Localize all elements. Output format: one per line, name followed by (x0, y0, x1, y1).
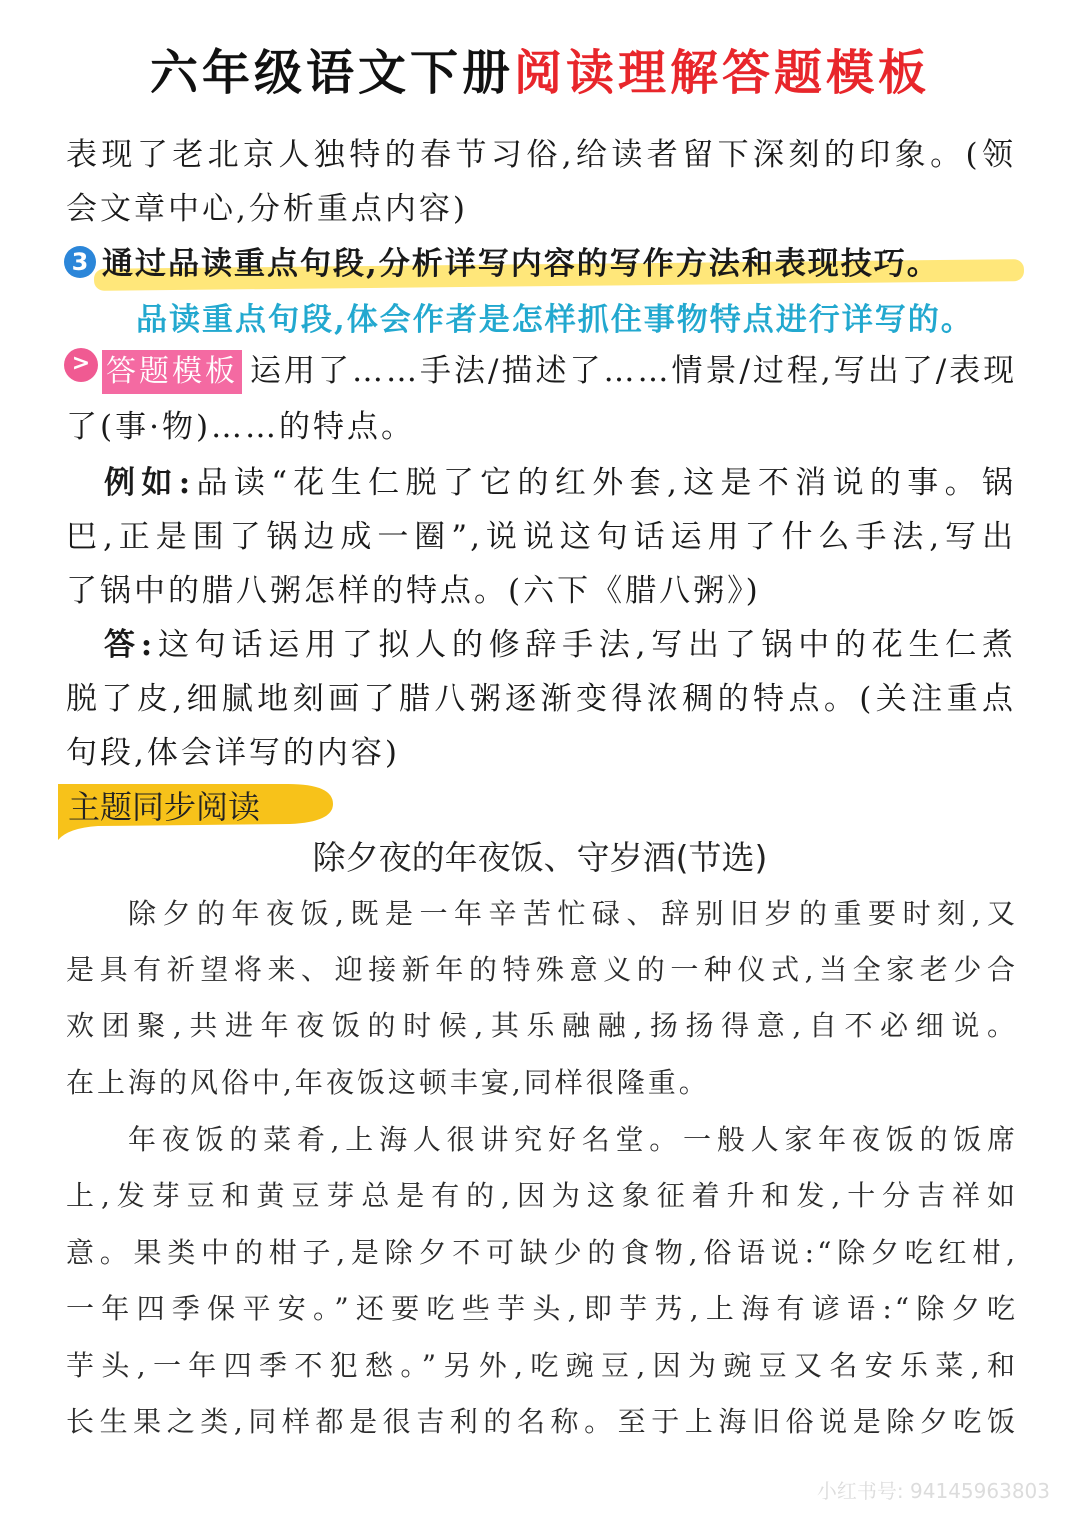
article-line: 上,发芽豆和黄豆芽总是有的,因为这象征着升和发,十分吉祥如 (66, 1179, 1018, 1212)
article-line: 一年四季保平安。”还要吃些芋头,即芋艿,上海有谚语:“除夕吃 (66, 1292, 1018, 1325)
article-title: 除夕夜的年夜饭、守岁酒(节选) (312, 838, 768, 877)
section-3-subheading: 品读重点句段,体会作者是怎样抓住事物特点进行详写的。 (136, 302, 974, 338)
example-line-2: 巴,正是围了锅边成一圈”,说说这句话运用了什么手法,写出 (66, 519, 1016, 555)
article-line: 意。果类中的柑子,是除夕不可缺少的食物,俗语说:“除夕吃红柑, (66, 1236, 1018, 1269)
answer-line-2: 脱了皮,细腻地刻画了腊八粥逐渐变得浓稠的特点。(关注重点 (66, 681, 1016, 717)
example-line-3: 了锅中的腊八粥怎样的特点。(六下《腊八粥》) (66, 573, 761, 609)
article-line: 是具有祈望将来、迎接新年的特殊意义的一种仪式,当全家老少合 (66, 953, 1018, 986)
answer-template-badge: 答题模板 (102, 350, 242, 394)
section-number-badge: 3 (64, 246, 96, 278)
section-3-title: 通过品读重点句段,分析详写内容的写作方法和表现技巧。 (102, 246, 940, 282)
article-line: 欢团聚,共进年夜饭的时候,其乐融融,扬扬得意,自不必细说。 (66, 1009, 1018, 1042)
article-line: 年夜饭的菜肴,上海人很讲究好名堂。一般人家年夜饭的饭席 (128, 1123, 1018, 1156)
watermark-text: 小红书号: 94145963803 (816, 1479, 1050, 1503)
section-3-heading (64, 240, 1024, 290)
answer-label: 答: (104, 627, 156, 663)
title-part-black: 六年级语文下册 (149, 45, 514, 101)
theme-banner-label: 主题同步阅读 (68, 788, 261, 826)
answer-line-3: 句段,体会详写的内容) (66, 735, 400, 771)
template-line-1: 运用了……手法/描述了……情景/过程,写出了/表现 (250, 353, 1018, 389)
intro-line-2: 会文章中心,分析重点内容) (66, 191, 468, 227)
page-title (0, 38, 1080, 108)
example-line-1 (104, 456, 1016, 510)
title-part-red: 阅读理解答题模板 (514, 45, 931, 101)
article-line: 除夕的年夜饭,既是一年辛苦忙碌、辞别旧岁的重要时刻,又 (128, 897, 1018, 930)
template-line-2: 了(事·物)……的特点。 (66, 409, 416, 445)
example-label: 例如: (104, 465, 194, 501)
article-line: 芋头,一年四季不犯愁。”另外,吃豌豆,因为豌豆又名安乐菜,和 (66, 1349, 1018, 1382)
intro-line-1: 表现了老北京人独特的春节习俗,给读者留下深刻的印象。(领 (66, 137, 1016, 173)
answer-line-1 (104, 618, 1016, 672)
article-line: 在上海的风俗中,年夜饭这顿丰宴,同样很隆重。 (66, 1066, 710, 1099)
answer-text-1: 这句话运用了拟人的修辞手法,写出了锅中的花生仁煮 (155, 627, 1016, 663)
article-line: 长生果之类,同样都是很吉利的名称。至于上海旧俗说是除夕吃饭 (66, 1405, 1018, 1438)
example-text-1: 品读“花生仁脱了它的红外套,这是不消说的事。锅 (193, 465, 1016, 501)
chevron-right-icon: > (64, 348, 98, 382)
